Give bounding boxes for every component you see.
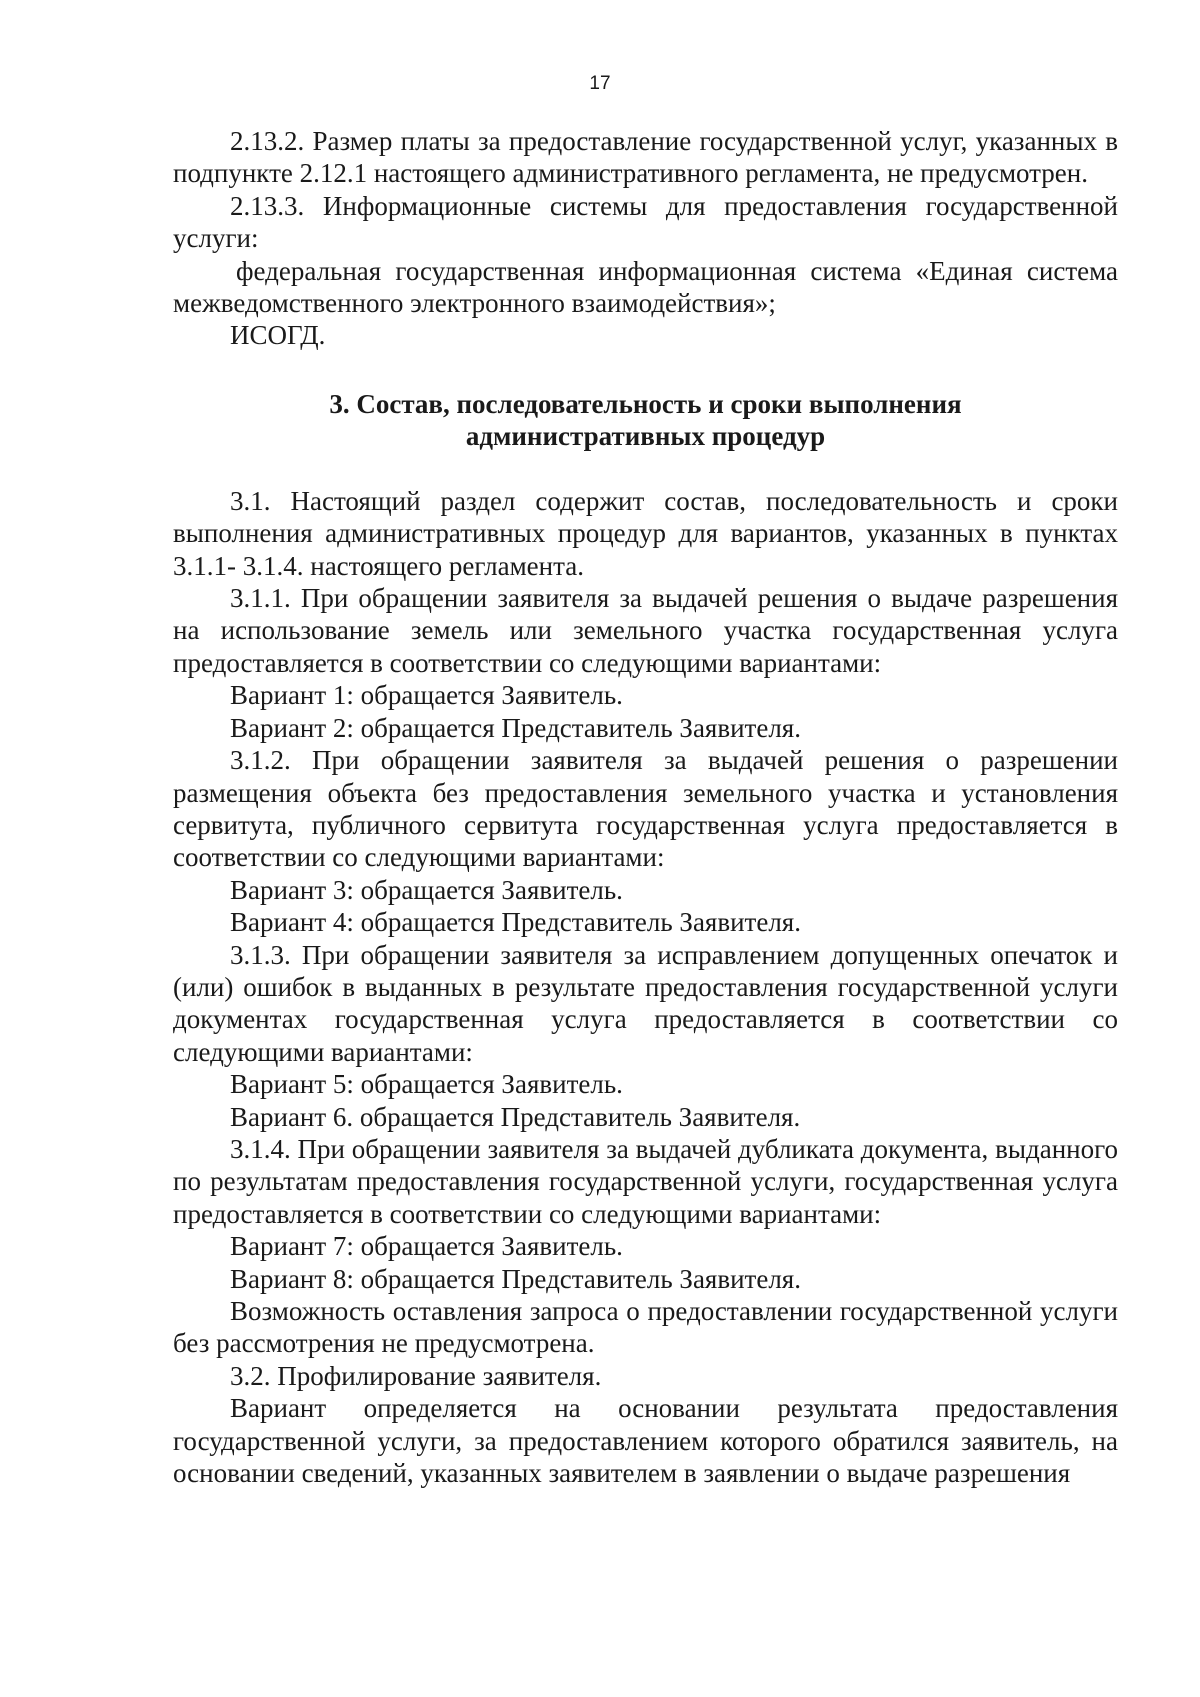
paragraph-no-review: Возможность оставления запроса о предоставлении государственной услуги без рассмотрения не предусмотрена. [173, 1296, 1118, 1359]
paragraph-3-1: 3.1. Настоящий раздел содержит состав, последовательность и сроки выполнения административных процедур для вариантов, указанных в пунктах 3.1.1- 3.1.4. настоящего регламента. [173, 485, 1118, 581]
variant-3: Вариант 3: обращается Заявитель. [230, 874, 623, 905]
variant-5: Вариант 5: обращается Заявитель. [230, 1069, 623, 1100]
paragraph-3-1-3: 3.1.3. При обращении заявителя за исправлением допущенных опечаток и (или) ошибок в выданных в результате предоставления государственной услуги документах государственная услуга предоставляется в соответствии со следующими вариантами: [173, 939, 1118, 1067]
section-title-line-2: административных процедур [465, 420, 826, 451]
list-item-smev: федеральная государственная информационная система «Единая система межведомственного электронного взаимодействия»; [173, 255, 1118, 319]
paragraph-2-13-2: 2.13.2. Размер платы за предоставление государственной услуг, указанных в подпункте 2.12.1 настоящего административного регламента, не предусмотрен. [173, 126, 1118, 189]
variant-6: Вариант 6. обращается Представитель Заявителя. [230, 1101, 801, 1132]
variant-7: Вариант 7: обращается Заявитель. [230, 1231, 623, 1262]
section-title [173, 388, 1118, 452]
paragraph-variant-determination: Вариант определяется на основании результата предоставления государственной услуги, за предоставлением которого обратился заявитель, на основании сведений, указанных заявителем в заявлении о выдаче разрешения [173, 1393, 1118, 1489]
paragraph-3-1-2: 3.1.2. При обращении заявителя за выдачей решения о разрешении размещения объекта без предоставления земельного участка и установления сервитута, публичного сервитута государственная услуга предоставляется в соответствии со следующими вариантами: [173, 745, 1118, 873]
variant-4: Вариант 4: обращается Представитель Заявителя. [230, 907, 801, 938]
paragraph-2-13-3: 2.13.3. Информационные системы для предоставления государственной услуги: [173, 190, 1118, 254]
paragraph-3-1-1: 3.1.1. При обращении заявителя за выдачей решения о выдаче разрешения на использование земель или земельного участка государственная услуга предоставляется в соответствии со следующими вариантами: [173, 583, 1118, 678]
variant-2: Вариант 2: обращается Представитель Заявителя. [230, 712, 801, 743]
page-number: 17 [589, 73, 611, 94]
variant-1: Вариант 1: обращается Заявитель. [230, 680, 623, 711]
variant-8: Вариант 8: обращается Представитель Заявителя. [230, 1263, 801, 1294]
paragraph-3-1-4: 3.1.4. При обращении заявителя за выдачей дубликата документа, выданного по результатам предоставления государственной услуги, государственная услуга предоставляется в соответствии со следующими вариантами: [173, 1133, 1118, 1229]
paragraph-3-2: 3.2. Профилирование заявителя. [230, 1360, 602, 1391]
list-item-isogd: ИСОГД. [230, 320, 326, 351]
section-title-line-1: 3. Состав, последовательность и сроки выполнения [329, 388, 962, 419]
document-body [173, 125, 1118, 1489]
